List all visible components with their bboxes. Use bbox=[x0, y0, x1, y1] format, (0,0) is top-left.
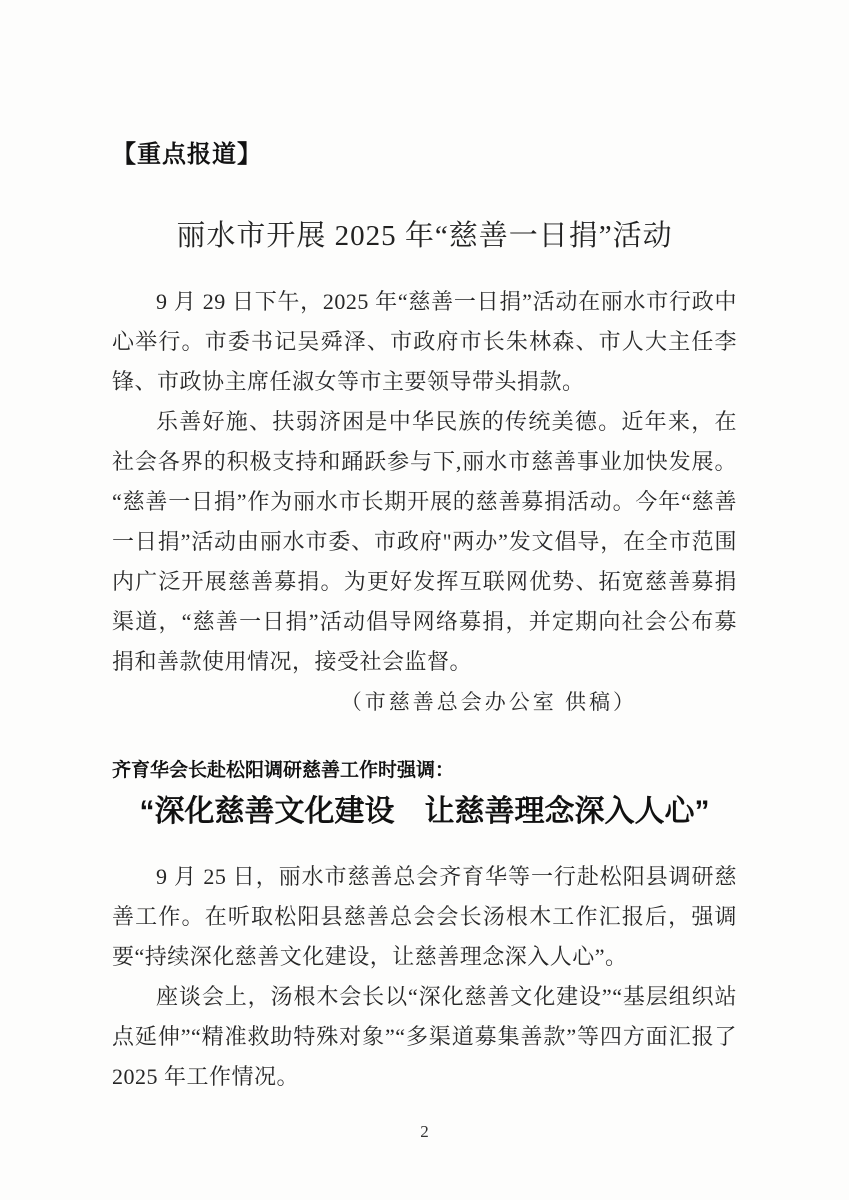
article1-title: 丽水市开展 2025 年“慈善一日捐”活动 bbox=[176, 220, 673, 252]
article2-paragraph-1: 9 月 25 日，丽水市慈善总会齐育华等一行赴松阳县调研慈善工作。在听取松阳县慈善总会会长汤根木工作汇报后，强调要“持续深化慈善文化建设，让慈善理念深入人心”。 bbox=[112, 863, 737, 969]
page-footer bbox=[0, 1122, 849, 1142]
article2-title: “深化慈善文化建设 让慈善理念深入人心” bbox=[139, 795, 710, 828]
article2-body bbox=[112, 857, 737, 1097]
article-songyang-research bbox=[112, 758, 737, 1097]
article1-paragraph-2: 乐善好施、扶弱济困是中华民族的传统美德。近年来，在社会各界的积极支持和踊跃参与下,丽水市慈善事业加快发展。“慈善一日捐”作为丽水市长期开展的慈善募捐活动。今年“慈善一日捐”活动由丽水市委、市政府"两办”发文倡导，在全市范围内广泛开展慈善募捐。为更好发挥互联网优势、拓宽慈善募捐渠道，“慈善一日捐”活动倡导网络募捐，并定期向社会公布募捐和善款使用情况，接受社会监督。 bbox=[112, 409, 738, 674]
article-charity-donation-day bbox=[112, 216, 737, 722]
article1-attribution: （市慈善总会办公室 供稿） bbox=[340, 690, 637, 714]
page-number: 2 bbox=[420, 1122, 429, 1141]
section-heading: 【重点报道】 bbox=[112, 141, 262, 168]
article1-paragraph-1: 9 月 29 日下午，2025 年“慈善一日捐”活动在丽水市行政中心举行。市委书记吴舜泽、市政府市长朱林森、市人大主任李锋、市政协主席任淑女等市主要领导带头捐款。 bbox=[112, 289, 737, 394]
article2-kicker: 齐育华会长赴松阳调研慈善工作时强调： bbox=[112, 760, 455, 781]
article2-paragraph-2: 座谈会上，汤根木会长以“深化慈善文化建设”“基层组织站点延伸”“精准救助特殊对象”“多渠道募集善款”等四方面汇报了 2025 年工作情况。 bbox=[112, 983, 737, 1089]
article1-body bbox=[112, 282, 737, 722]
